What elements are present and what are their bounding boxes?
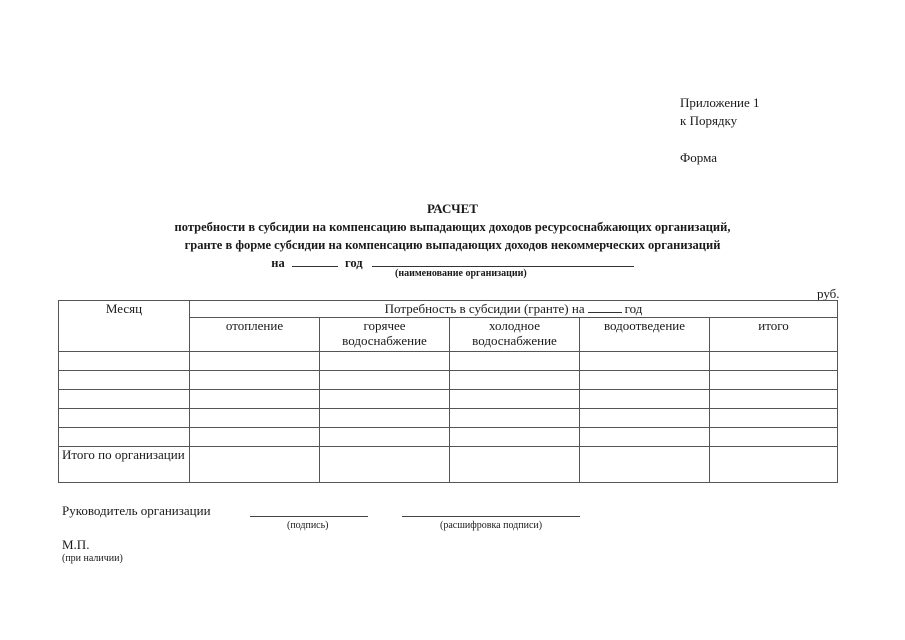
column-header-heating: отопление <box>190 318 320 352</box>
table-cell[interactable] <box>190 447 320 483</box>
table-cell[interactable] <box>190 390 320 409</box>
table-cell[interactable] <box>580 352 710 371</box>
title-heading: РАСЧЕТ <box>427 201 478 216</box>
table-cell[interactable] <box>450 409 580 428</box>
head-of-organization-label: Руководитель организации <box>62 503 211 518</box>
table-cell[interactable] <box>320 447 450 483</box>
table-cell[interactable] <box>450 352 580 371</box>
table-cell[interactable] <box>320 371 450 390</box>
table-row <box>59 371 838 390</box>
table-cell[interactable] <box>710 447 838 483</box>
form-label: Форма <box>680 150 717 165</box>
table-cell[interactable] <box>450 390 580 409</box>
table-row <box>59 409 838 428</box>
calculation-table <box>58 300 838 483</box>
title-line-4-prefix: на <box>271 256 285 270</box>
title-line-2: потребности в субсидии на компенсацию выпадающих доходов ресурсоснабжающих организаций, <box>174 220 731 234</box>
table-cell[interactable] <box>450 428 580 447</box>
table-header-row <box>59 301 838 318</box>
table-cell[interactable] <box>59 390 190 409</box>
table-cell[interactable] <box>320 352 450 371</box>
table-cell[interactable] <box>59 352 190 371</box>
table-cell[interactable] <box>710 409 838 428</box>
table-cell[interactable] <box>190 352 320 371</box>
signature-line[interactable] <box>250 516 368 517</box>
signature-decode-line[interactable] <box>402 516 580 517</box>
currency-unit: руб. <box>817 286 840 301</box>
table-cell[interactable] <box>450 447 580 483</box>
table-cell[interactable] <box>580 371 710 390</box>
header-need <box>190 301 838 318</box>
table-cell[interactable] <box>320 409 450 428</box>
table-cell[interactable] <box>580 428 710 447</box>
appendix-line-1: Приложение 1 <box>680 95 760 110</box>
title-line-3: гранте в форме субсидии на компенсацию выпадающих доходов некоммерческих организаций <box>184 238 721 252</box>
signature-decode-caption: (расшифровка подписи) <box>440 520 543 531</box>
table-cell[interactable] <box>59 371 190 390</box>
table-cell[interactable] <box>59 409 190 428</box>
total-row-label: Итого по организации <box>59 447 190 483</box>
organization-caption: (наименование организации) <box>395 268 527 279</box>
table-cell[interactable] <box>190 409 320 428</box>
column-header-hot-water: горячее водоснабжение <box>320 318 450 352</box>
table-cell[interactable] <box>710 371 838 390</box>
column-header-drainage: водоотведение <box>580 318 710 352</box>
table-cell[interactable] <box>580 447 710 483</box>
signature-caption: (подпись) <box>287 520 329 531</box>
table-cell[interactable] <box>580 409 710 428</box>
document-title <box>0 200 905 272</box>
table-cell[interactable] <box>190 428 320 447</box>
table-cell[interactable] <box>710 428 838 447</box>
table-cell[interactable] <box>710 352 838 371</box>
header-need-suffix: год <box>624 301 643 316</box>
table-cell[interactable] <box>710 390 838 409</box>
appendix-reference <box>680 94 760 130</box>
table-cell[interactable] <box>320 390 450 409</box>
header-need-prefix: Потребность в субсидии (гранте) на <box>384 301 585 316</box>
table-row <box>59 352 838 371</box>
column-header-total: итого <box>710 318 838 352</box>
organization-blank <box>372 254 634 267</box>
header-month: Месяц <box>59 301 190 352</box>
table-cell[interactable] <box>190 371 320 390</box>
header-year-blank <box>588 301 622 313</box>
stamp-note: (при наличии) <box>62 553 123 564</box>
table-cell[interactable] <box>320 428 450 447</box>
table-row <box>59 390 838 409</box>
title-line-4-year: год <box>345 256 363 270</box>
column-header-cold-water: холодное водоснабжение <box>450 318 580 352</box>
table-cell[interactable] <box>580 390 710 409</box>
table-row <box>59 428 838 447</box>
year-blank <box>292 254 338 267</box>
total-row <box>59 447 838 483</box>
table-cell[interactable] <box>59 428 190 447</box>
stamp-label: М.П. <box>62 537 90 552</box>
appendix-line-2: к Порядку <box>680 113 738 128</box>
table-cell[interactable] <box>450 371 580 390</box>
